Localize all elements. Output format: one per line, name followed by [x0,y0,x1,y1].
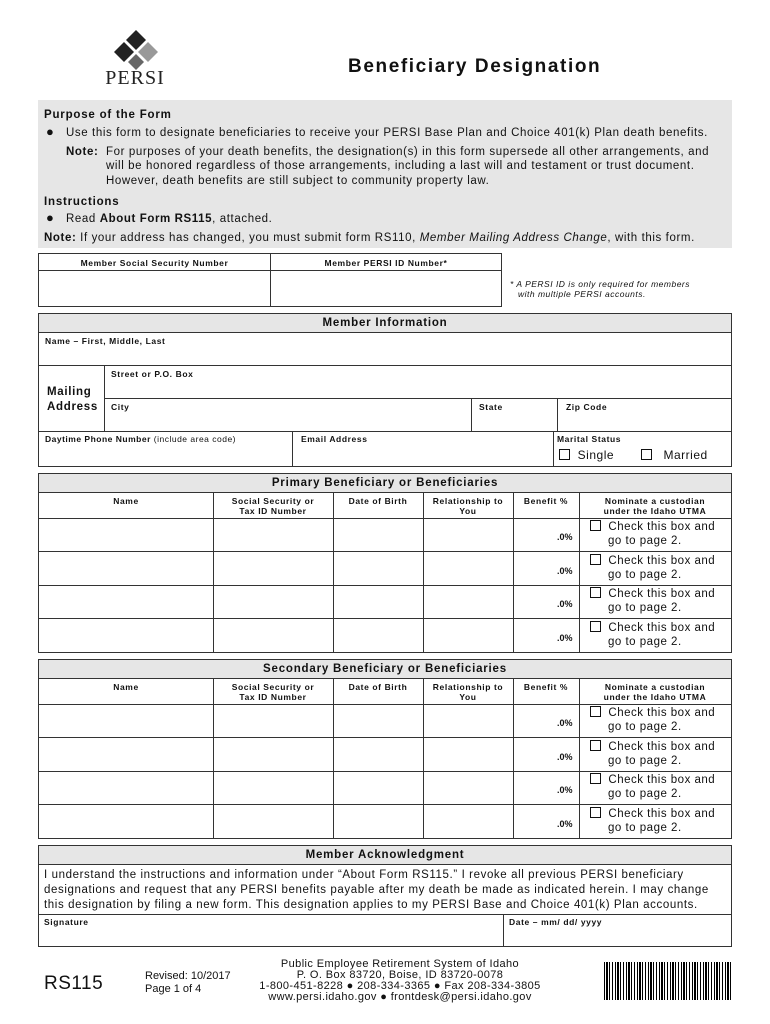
purpose-note-line1: For purposes of your death benefits, the designation(s) in this form supersede all other arrangements, and [106,146,710,158]
member-info-heading: Member Information [39,314,731,333]
email-input[interactable] [295,446,549,465]
benefit-pct[interactable]: .0% [557,532,573,542]
member-information-section [38,313,732,467]
persi-id-input[interactable] [272,272,500,305]
instructions-bullet: Read About Form RS115, attached. [66,213,273,225]
phone-input[interactable] [41,446,289,465]
purpose-note-line3: However, death benefits are still subject to community property law. [106,175,490,187]
state-label: State [479,402,503,412]
phone-label: Daytime Phone Number (include area code) [45,434,237,444]
mailing-address-label: Mailing Address [47,386,98,413]
purpose-note-label: Note: [66,146,99,158]
custodian-check[interactable]: Check this box and go to page 2. [590,807,715,835]
secondary-beneficiary-section [38,659,732,839]
single-checkbox[interactable] [559,449,570,460]
col-dob: Date of Birth [348,496,408,506]
member-id-table [38,253,502,307]
name-label: Name – First, Middle, Last [45,336,166,346]
custodian-check[interactable]: Check this box and go to page 2. [590,520,715,548]
purpose-bullet: Use this form to designate beneficiaries to receive your PERSI Base Plan and Choice 401(k) Plan death benefits. [66,127,708,139]
custodian-checkbox[interactable] [590,740,601,751]
purpose-heading: Purpose of the Form [44,109,172,121]
col-benefit: Benefit % [523,682,569,692]
ssn-label: Member Social Security Number [80,258,229,268]
acknowledgment-heading: Member Acknowledgment [39,846,731,865]
col-name: Name [113,682,139,692]
custodian-check[interactable]: Check this box and go to page 2. [590,773,715,801]
email-label: Email Address [301,434,368,444]
custodian-check[interactable]: Check this box and go to page 2. [590,706,715,734]
date-input[interactable] [506,928,729,945]
col-dob: Date of Birth [348,682,408,692]
custodian-check[interactable]: Check this box and go to page 2. [590,554,715,582]
married-checkbox[interactable] [641,449,652,460]
form-id: RS115 [44,973,104,994]
page-title: Beneficiary Designation [348,56,602,77]
marital-married-option[interactable]: Married [641,448,708,462]
custodian-checkbox[interactable] [590,587,601,598]
city-input[interactable] [107,413,469,430]
acknowledgment-section [38,845,732,947]
secondary-heading: Secondary Beneficiary or Beneficiaries [39,660,731,679]
benefit-pct[interactable]: .0% [557,785,573,795]
custodian-checkbox[interactable] [590,520,601,531]
signature-label: Signature [44,917,89,927]
street-label: Street or P.O. Box [111,369,194,379]
col-custodian: Nominate a custodian under the Idaho UTMA [603,496,707,516]
zip-label: Zip Code [566,402,608,412]
benefit-pct[interactable]: .0% [557,819,573,829]
col-name: Name [113,496,139,506]
benefit-pct[interactable]: .0% [557,718,573,728]
zip-input[interactable] [560,413,729,430]
col-custodian: Nominate a custodian under the Idaho UTMA [603,682,707,702]
benefit-pct[interactable]: .0% [557,752,573,762]
ack-line1: I understand the instructions and information under “About Form RS115.” I revoke all previous PERSI beneficiary [44,869,684,881]
custodian-check[interactable]: Check this box and go to page 2. [590,740,715,768]
signature-input[interactable] [41,928,499,945]
persi-id-footnote: * A PERSI ID is only required for members with multiple PERSI accounts. [510,279,691,299]
col-ssn: Social Security or Tax ID Number [231,682,315,702]
custodian-check[interactable]: Check this box and go to page 2. [590,621,715,649]
primary-beneficiary-section [38,473,732,653]
ack-line2: designations and request that any PERSI benefits payable after my death be made as indicated herein. I may change [44,884,709,896]
custodian-checkbox[interactable] [590,807,601,818]
member-name-input[interactable] [41,348,729,364]
primary-heading: Primary Beneficiary or Beneficiaries [39,474,731,493]
custodian-checkbox[interactable] [590,773,601,784]
col-relationship: Relationship to You [432,682,504,702]
custodian-checkbox[interactable] [590,706,601,717]
marital-status-label: Marital Status [557,434,622,444]
street-input[interactable] [107,380,729,397]
contact-info: Public Employee Retirement System of Idaho P. O. Box 83720, Boise, ID 83720-0078 1-800-451-8228 ● 208-334-3365 ● Fax 208-334-3805 www.persi.idaho.gov ● frontdesk@persi.idaho.gov [259,958,541,1003]
benefit-pct[interactable]: .0% [557,599,573,609]
bullet-icon: ● [46,124,54,139]
ack-line3: this designation by filing a new form. This designation applies to my PERSI Base and Choice 401(k) Plan accounts. [44,899,698,911]
instructions-heading: Instructions [44,196,120,208]
persi-id-label: Member PERSI ID Number* [324,258,448,268]
col-ssn: Social Security or Tax ID Number [231,496,315,516]
instructions-note: Note: If your address has changed, you must submit form RS110, Member Mailing Address Change, with this form. [44,232,695,244]
col-benefit: Benefit % [523,496,569,506]
custodian-check[interactable]: Check this box and go to page 2. [590,587,715,615]
col-relationship: Relationship to You [432,496,504,516]
barcode-icon [604,962,732,1000]
custodian-checkbox[interactable] [590,621,601,632]
benefit-pct[interactable]: .0% [557,566,573,576]
custodian-checkbox[interactable] [590,554,601,565]
revision-info: Revised: 10/2017 Page 1 of 4 [145,970,231,995]
state-input[interactable] [474,413,554,430]
city-label: City [111,402,130,412]
ssn-input[interactable] [40,272,269,305]
marital-single-option[interactable]: Single [559,448,614,462]
purpose-note-line2: will be honored regardless of those arrangements, including a last will and testament or trust document. [106,160,695,172]
date-label: Date – mm/ dd/ yyyy [509,917,603,927]
bullet-icon: ● [46,210,54,225]
logo-text: PERSI [105,67,165,89]
benefit-pct[interactable]: .0% [557,633,573,643]
